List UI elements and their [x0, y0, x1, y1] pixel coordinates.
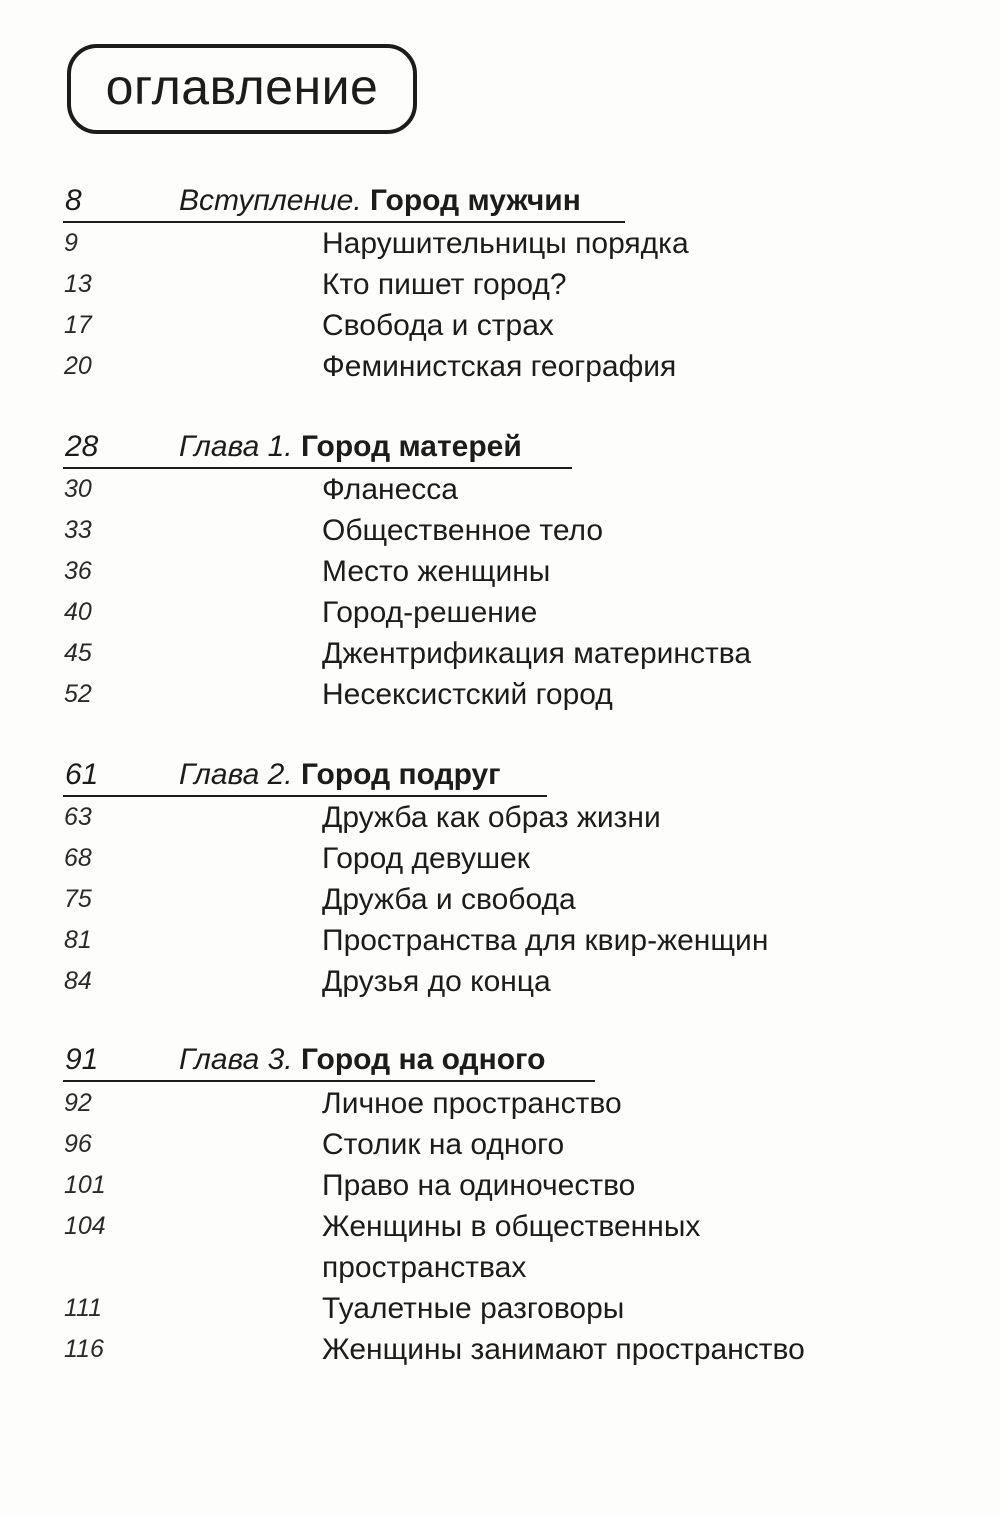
item-title: Город-решение [322, 596, 538, 629]
chapter-page-number: 8 [65, 184, 82, 217]
item-title: Общественное тело [322, 514, 604, 547]
chapter-label: Глава 3. [179, 1043, 293, 1076]
item-page-number: 30 [64, 475, 92, 503]
toc-item[interactable] [0, 1288, 1000, 1329]
toc-item[interactable] [0, 961, 1000, 1002]
item-title: Кто пишет город? [322, 268, 567, 301]
item-title: Свобода и страх [322, 309, 554, 342]
item-title: Дружба как образ жизни [322, 801, 661, 834]
item-page-number: 81 [64, 926, 92, 954]
item-page-number: 20 [64, 352, 92, 380]
item-title: Город девушек [322, 842, 530, 875]
item-title: Несексистский город [322, 678, 613, 711]
chapter-title: Город матерей [301, 430, 522, 463]
toc-item[interactable] [0, 264, 1000, 305]
chapter-label: Глава 2. [179, 758, 293, 791]
toc-item[interactable] [0, 469, 1000, 510]
item-title: Туалетные разговоры [322, 1292, 625, 1325]
toc-item[interactable] [0, 305, 1000, 346]
item-page-number: 84 [64, 967, 92, 995]
item-page-number: 104 [64, 1212, 106, 1240]
item-page-number: 75 [64, 885, 92, 913]
chapter-label: Вступление. [179, 184, 362, 217]
item-title: Женщины занимают пространство [322, 1333, 805, 1366]
chapter-heading[interactable] [63, 754, 547, 797]
item-title: Фланесса [322, 473, 458, 506]
item-page-number: 13 [64, 270, 92, 298]
toc-item[interactable] [0, 1083, 1000, 1124]
item-page-number: 68 [64, 844, 92, 872]
toc-item[interactable] [0, 920, 1000, 961]
chapter-heading[interactable] [63, 1039, 595, 1082]
item-title: Друзья до конца [322, 965, 551, 998]
toc-item[interactable] [0, 633, 1000, 674]
item-page-number: 40 [64, 598, 92, 626]
chapter-title: Город на одного [301, 1043, 546, 1076]
chapter-page-number: 91 [65, 1043, 99, 1076]
item-page-number: 33 [64, 516, 92, 544]
chapter-page-number: 28 [65, 430, 99, 463]
item-page-number: 96 [64, 1130, 92, 1158]
chapter-page-number: 61 [65, 758, 99, 791]
toc-item[interactable] [0, 1329, 1000, 1370]
item-page-number: 52 [64, 680, 92, 708]
toc-item[interactable] [0, 674, 1000, 715]
item-page-number: 111 [64, 1294, 103, 1322]
chapter-title: Город подруг [301, 758, 501, 791]
item-page-number: 116 [64, 1335, 104, 1363]
item-page-number: 36 [64, 557, 92, 585]
item-title: Столик на одного [322, 1128, 565, 1161]
toc-item[interactable] [0, 838, 1000, 879]
item-page-number: 9 [64, 229, 78, 257]
page-title: оглавление [105, 59, 379, 115]
toc-item[interactable] [0, 223, 1000, 264]
item-title: Личное пространство [322, 1087, 622, 1120]
item-title: Джентрификация материнства [322, 637, 752, 670]
toc-item[interactable] [0, 346, 1000, 387]
item-page-number: 92 [64, 1089, 92, 1117]
chapter-title: Город мужчин [370, 184, 581, 217]
toc-item[interactable] [0, 1206, 1000, 1288]
item-title: Женщины в общественных пространствах [322, 1210, 701, 1284]
toc-item[interactable] [0, 592, 1000, 633]
item-title: Феминистская география [322, 350, 677, 383]
item-title: Пространства для квир-женщин [322, 924, 769, 957]
item-title: Нарушительницы порядка [322, 227, 689, 260]
chapter-heading[interactable] [63, 426, 572, 469]
item-title: Дружба и свобода [322, 883, 576, 916]
item-page-number: 17 [64, 311, 92, 339]
toc-item[interactable] [0, 510, 1000, 551]
toc-item[interactable] [0, 551, 1000, 592]
item-page-number: 63 [64, 803, 92, 831]
toc-title-frame [67, 44, 417, 134]
toc-item[interactable] [0, 879, 1000, 920]
item-title: Право на одиночество [322, 1169, 636, 1202]
chapter-label: Глава 1. [179, 430, 293, 463]
item-page-number: 45 [64, 639, 92, 667]
toc-item[interactable] [0, 797, 1000, 838]
item-title: Место женщины [322, 555, 551, 588]
toc-item[interactable] [0, 1124, 1000, 1165]
toc-item[interactable] [0, 1165, 1000, 1206]
chapter-heading[interactable] [63, 180, 625, 223]
item-page-number: 101 [64, 1171, 106, 1199]
